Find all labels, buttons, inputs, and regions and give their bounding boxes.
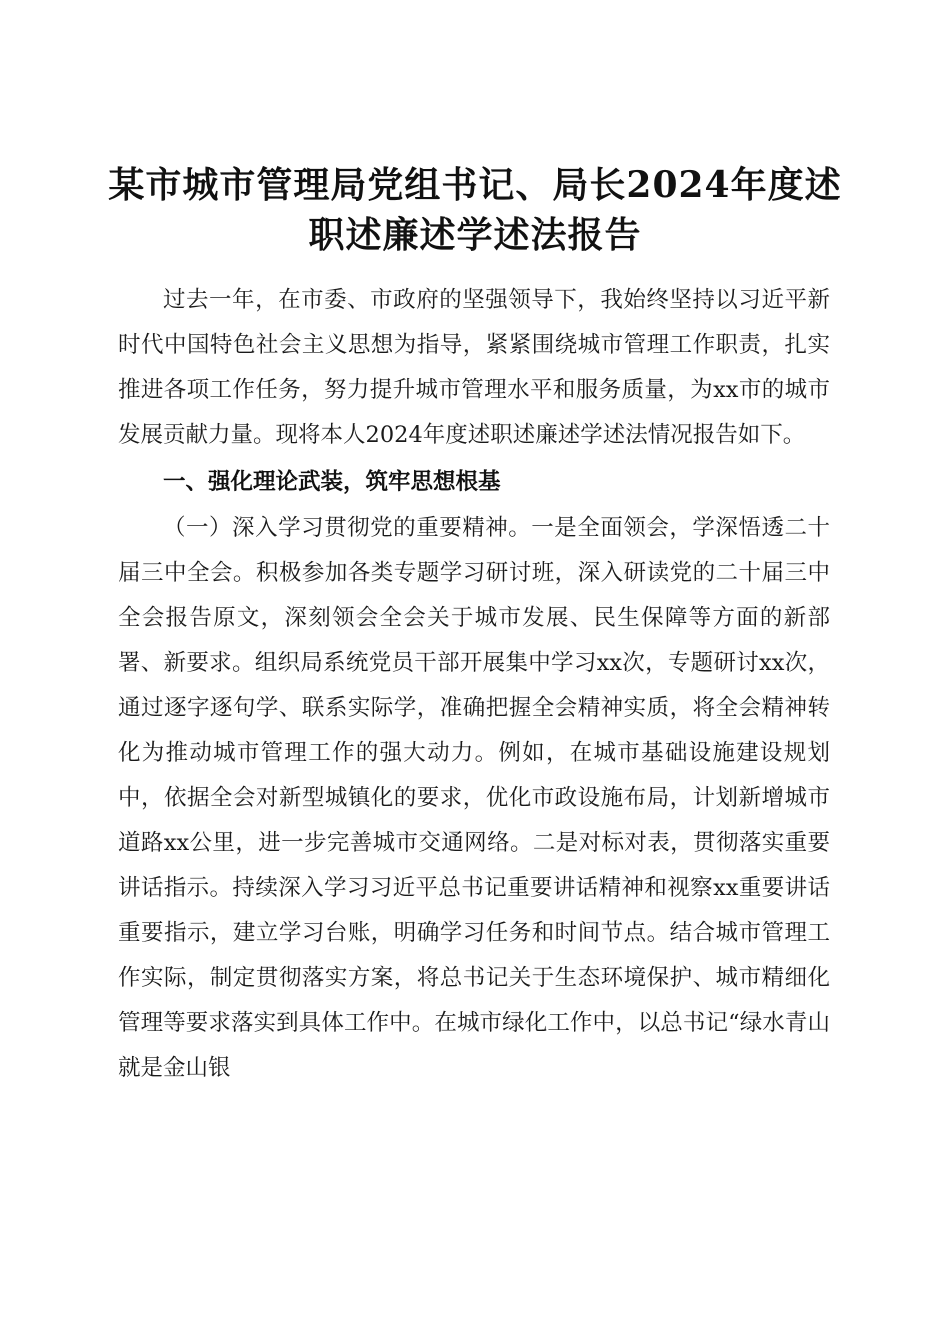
document-body (118, 278, 830, 1091)
section-heading-1: 一、强化理论武装，筑牢思想根基 (163, 469, 501, 495)
title-line-2: 职述廉述学述法报告 (308, 214, 642, 257)
document-title (100, 160, 850, 260)
intro-paragraph: 过去一年，在市委、市政府的坚强领导下，我始终坚持以习近平新时代中国特色社会主义思想为指导，紧紧围绕城市管理工作职责，扎实推进各项工作任务，努力提升城市管理水平和服务质量，为xx市的城市发展贡献力量。现将本人2024年度述职述廉述学述法情况报告如下。 (118, 287, 830, 448)
section-1-paragraph-1: （一）深入学习贯彻党的重要精神。一是全面领会，学深悟透二十届三中全会。积极参加各类专题学习研讨班，深入研读党的二十届三中全会报告原文，深刻领会全会关于城市发展、民生保障等方面的新部署、新要求。组织局系统党员干部开展集中学习xx次，专题研讨xx次，通过逐字逐句学、联系实际学，准确把握全会精神实质，将全会精神转化为推动城市管理工作的强大动力。例如，在城市基础设施建设规划中，依据全会对新型城镇化的要求，优化市政设施布局，计划新增城市道路xx公里，进一步完善城市交通网络。二是对标对表，贯彻落实重要讲话指示。持续深入学习习近平总书记重要讲话精神和视察xx重要讲话重要指示，建立学习台账，明确学习任务和时间节点。结合城市管理工作实际，制定贯彻落实方案，将总书记关于生态环境保护、城市精细化管理等要求落实到具体工作中。在城市绿化工作中，以总书记“绿水青山就是金山银 (118, 515, 830, 1081)
title-line-1: 某市城市管理局党组书记、局长2024年度述 (108, 164, 842, 207)
